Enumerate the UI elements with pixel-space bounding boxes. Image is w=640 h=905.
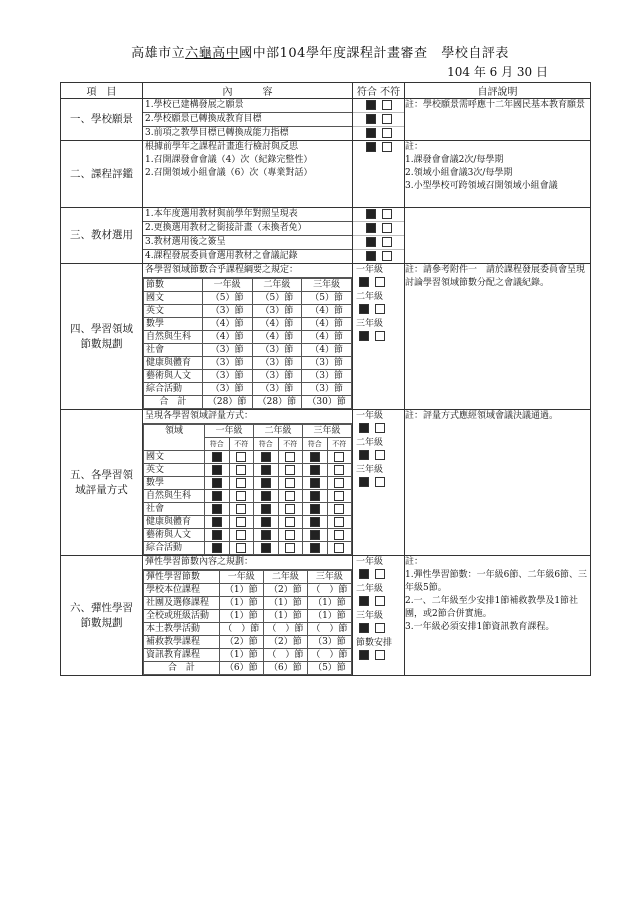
table-row (144, 503, 352, 516)
checkbox-checked[interactable] (261, 491, 271, 501)
cell: （3）節 (252, 357, 302, 370)
row-label: 社會 (144, 344, 203, 357)
checkbox-checked[interactable] (212, 543, 222, 553)
checkbox-checked[interactable] (359, 423, 369, 433)
checkbox-empty[interactable] (285, 530, 295, 540)
checkbox-empty[interactable] (334, 465, 344, 475)
cell: （ ）節 (263, 649, 307, 662)
cell: （ ）節 (263, 623, 307, 636)
header-desc: 自評說明 (405, 83, 591, 99)
col-header: 二年級 (263, 571, 307, 584)
section-checks (353, 410, 405, 556)
cell: （28）節 (202, 396, 252, 409)
row-label: 健康與體育 (144, 516, 205, 529)
checkbox-empty[interactable] (375, 423, 385, 433)
table-row (144, 292, 352, 305)
checkbox-checked[interactable] (212, 465, 222, 475)
checkbox-empty[interactable] (382, 114, 392, 124)
sub-header: 符合 (254, 438, 279, 451)
section-heading: 各學習領域節數合乎課程綱要之規定： (143, 264, 352, 278)
section-name: 三、教材選用 (61, 208, 143, 264)
cell: （4）節 (302, 331, 352, 344)
content-line: 4.課程發展委員會選用教材之會議記錄 (145, 251, 298, 261)
header-fail: 不符 (380, 87, 401, 98)
review-table (60, 82, 591, 676)
cell: （1）節 (307, 610, 351, 623)
checkbox-checked[interactable] (310, 517, 320, 527)
cell: （3）節 (302, 370, 352, 383)
section-content (143, 410, 353, 556)
cell: （4）節 (202, 331, 252, 344)
checkbox-checked[interactable] (310, 452, 320, 462)
section-name: 五、各學習領域評量方式 (61, 410, 143, 556)
checkbox-checked[interactable] (366, 142, 376, 152)
table-row (144, 370, 352, 383)
checkbox-checked[interactable] (212, 530, 222, 540)
checkbox-checked[interactable] (366, 223, 376, 233)
checkbox-empty[interactable] (382, 237, 392, 247)
row-label: 綜合活動 (144, 383, 203, 396)
table-row (144, 623, 352, 636)
cell: （4）節 (302, 318, 352, 331)
header-pass: 符合 (356, 87, 377, 98)
col-header: 三年級 (307, 571, 351, 584)
checkbox-empty[interactable] (382, 251, 392, 261)
section-name: 二、課程評鑑 (61, 141, 143, 208)
cell: （1）節 (219, 610, 263, 623)
table-row-total (144, 662, 352, 675)
row-label: 國文 (144, 292, 203, 305)
checkbox-empty[interactable] (334, 517, 344, 527)
note-line: 2.領域小組會議3次/每學期 (405, 168, 513, 178)
sub-header: 不符 (327, 438, 352, 451)
periods-table (143, 278, 352, 409)
section-note-empty (405, 208, 591, 264)
table-row (144, 636, 352, 649)
grade-label: 三年級 (356, 465, 384, 475)
cell: （ ）節 (307, 649, 351, 662)
checkbox-checked[interactable] (261, 530, 271, 540)
cell: （5）節 (202, 292, 252, 305)
cell: （4）節 (252, 331, 302, 344)
section-note: 註：學校願景需呼應十二年國民基本教育願景 (405, 99, 591, 141)
content-line: 1.召開課發會會議（4）次（紀錄完整性） (145, 155, 313, 165)
section-name: 六、彈性學習節數規劃 (61, 556, 143, 676)
section-checks (353, 99, 405, 141)
section-content (143, 264, 353, 410)
checkbox-empty[interactable] (382, 100, 392, 110)
cell: （1）節 (307, 597, 351, 610)
checkbox-checked[interactable] (261, 452, 271, 462)
col-header: 一年級 (202, 279, 252, 292)
checkbox-checked[interactable] (366, 100, 376, 110)
checkbox-empty[interactable] (285, 517, 295, 527)
cell: （28）節 (252, 396, 302, 409)
note-line: 3.小型學校可跨領域召開領域小組會議 (405, 181, 558, 191)
checkbox-empty[interactable] (236, 452, 246, 462)
cell: （5）節 (307, 662, 351, 675)
cell: （3）節 (202, 370, 252, 383)
grade-label: 一年級 (356, 411, 384, 421)
table-row (144, 305, 352, 318)
section-checks (353, 264, 405, 410)
note-line: 註： (405, 557, 424, 567)
check-row (353, 222, 404, 236)
cell: （1）節 (219, 597, 263, 610)
checkbox-checked[interactable] (359, 450, 369, 460)
checkbox-checked[interactable] (310, 491, 320, 501)
table-row (144, 357, 352, 370)
table-row (144, 490, 352, 503)
table-row (144, 331, 352, 344)
section-periods (61, 264, 591, 410)
cell: （ ）節 (307, 623, 351, 636)
grade-checks (353, 477, 404, 491)
row-label: 健康與體育 (144, 357, 203, 370)
checkbox-empty[interactable] (375, 331, 385, 341)
cell: （3）節 (202, 305, 252, 318)
section-heading: 彈性學習節數內容之規劃： (143, 556, 352, 570)
checkbox-checked[interactable] (359, 277, 369, 287)
grade-label: 二年級 (356, 584, 384, 594)
section-flexible (61, 556, 591, 676)
cell: （1）節 (263, 597, 307, 610)
checkbox-empty[interactable] (285, 478, 295, 488)
cell: （4）節 (202, 318, 252, 331)
sub-header: 不符 (278, 438, 303, 451)
table-row (144, 584, 352, 597)
checkbox-checked[interactable] (310, 465, 320, 475)
cell: （30）節 (302, 396, 352, 409)
grade-label: 節數安排 (356, 638, 393, 648)
title-school: 六龜高中 (185, 46, 240, 61)
checkbox-checked[interactable] (310, 543, 320, 553)
section-note: 註：請參考附件一 請於課程發展委員會呈現討論學習領域節數分配之會議紀錄。 (405, 264, 591, 410)
table-row (144, 597, 352, 610)
check-row (353, 208, 404, 222)
cell: （ ）節 (307, 584, 351, 597)
section-name: 四、學習領域節數規劃 (61, 264, 143, 410)
sub-header: 符合 (205, 438, 230, 451)
cell: （2）節 (263, 584, 307, 597)
checkbox-checked[interactable] (212, 478, 222, 488)
row-label: 社團及選修課程 (144, 597, 220, 610)
checkbox-empty[interactable] (382, 223, 392, 233)
section-materials (61, 208, 591, 264)
section-checks (353, 556, 405, 676)
row-label: 合 計 (144, 396, 203, 409)
checkbox-empty[interactable] (382, 142, 392, 152)
checkbox-checked[interactable] (359, 596, 369, 606)
note-line: 1.彈性學習節數：一年級6節、二年級6節、三年級5節。 (405, 570, 588, 593)
header-row (61, 83, 591, 99)
col-header: 三年級 (302, 279, 352, 292)
checkbox-empty[interactable] (375, 623, 385, 633)
grade-checks (353, 304, 404, 318)
cell: （1）節 (219, 584, 263, 597)
checkbox-checked[interactable] (310, 504, 320, 514)
grade-checks (353, 331, 404, 345)
table-row (144, 464, 352, 477)
checkbox-empty[interactable] (375, 304, 385, 314)
cell: （3）節 (252, 370, 302, 383)
row-label: 資訊教育課程 (144, 649, 220, 662)
row-label: 本土教學活動 (144, 623, 220, 636)
checkbox-empty[interactable] (236, 517, 246, 527)
col-header: 一年級 (205, 425, 254, 438)
checkbox-empty[interactable] (334, 504, 344, 514)
section-content (143, 99, 353, 141)
grade-checks (353, 596, 404, 610)
section-assessment (61, 410, 591, 556)
section-checks (353, 141, 405, 208)
checkbox-empty[interactable] (334, 543, 344, 553)
table-row (144, 649, 352, 662)
check-row (353, 141, 404, 154)
checkbox-checked[interactable] (261, 504, 271, 514)
assessment-table (143, 424, 352, 555)
cell: （5）節 (252, 292, 302, 305)
grade-checks (353, 450, 404, 464)
section-note (405, 556, 591, 676)
checkbox-checked[interactable] (366, 209, 376, 219)
table-row (144, 610, 352, 623)
table-row (144, 383, 352, 396)
row-label: 社會 (144, 503, 205, 516)
cell: （2）節 (219, 636, 263, 649)
grade-checks (353, 569, 404, 583)
checkbox-empty[interactable] (236, 543, 246, 553)
cell: （1）節 (219, 649, 263, 662)
section-evaluation (61, 141, 591, 208)
checkbox-checked[interactable] (261, 517, 271, 527)
check-row (353, 236, 404, 250)
row-label: 國文 (144, 451, 205, 464)
cell: （3）節 (302, 357, 352, 370)
table-row (144, 542, 352, 555)
grade-label: 一年級 (356, 265, 384, 275)
row-label: 自然與生科 (144, 331, 203, 344)
checkbox-empty[interactable] (375, 650, 385, 660)
row-label: 英文 (144, 464, 205, 477)
checkbox-checked[interactable] (212, 452, 222, 462)
grade-checks (353, 650, 404, 664)
checkbox-empty[interactable] (334, 478, 344, 488)
row-label: 數學 (144, 318, 203, 331)
section-heading: 呈現各學習領域評量方式： (143, 410, 352, 424)
cell: （ ）節 (219, 623, 263, 636)
checkbox-checked[interactable] (310, 530, 320, 540)
cell: （3）節 (202, 383, 252, 396)
col-header: 節數 (144, 279, 203, 292)
cell: （2）節 (263, 636, 307, 649)
checkbox-checked[interactable] (359, 331, 369, 341)
col-header: 二年級 (252, 279, 302, 292)
checkbox-empty[interactable] (285, 491, 295, 501)
checkbox-checked[interactable] (359, 569, 369, 579)
grade-label: 二年級 (356, 438, 384, 448)
row-label: 自然與生科 (144, 490, 205, 503)
checkbox-checked[interactable] (359, 623, 369, 633)
checkbox-checked[interactable] (261, 543, 271, 553)
checkbox-checked[interactable] (366, 237, 376, 247)
checkbox-empty[interactable] (285, 465, 295, 475)
section-content (143, 556, 353, 676)
header-content: 內 容 (143, 83, 353, 99)
checkbox-checked[interactable] (366, 128, 376, 138)
checkbox-empty[interactable] (285, 543, 295, 553)
cell: （1）節 (263, 610, 307, 623)
checkbox-empty[interactable] (236, 478, 246, 488)
section-note (405, 141, 591, 208)
header-item: 項 目 (61, 83, 143, 99)
row-label: 綜合活動 (144, 542, 205, 555)
title-city: 高雄市立 (131, 46, 186, 61)
grade-checks (353, 423, 404, 437)
title-form: 學校自評表 (441, 46, 509, 61)
section-name: 一、學校願景 (61, 99, 143, 141)
header-check (353, 83, 405, 99)
grade-label: 一年級 (356, 557, 384, 567)
grade-label: 三年級 (356, 319, 384, 329)
check-row (353, 250, 404, 263)
row-label: 補救教學課程 (144, 636, 220, 649)
table-row (144, 529, 352, 542)
table-row-total (144, 396, 352, 409)
checkbox-empty[interactable] (285, 452, 295, 462)
checkbox-checked[interactable] (310, 478, 320, 488)
cell: （3）節 (202, 344, 252, 357)
checkbox-empty[interactable] (375, 477, 385, 487)
checkbox-checked[interactable] (359, 477, 369, 487)
row-label: 學校本位課程 (144, 584, 220, 597)
content-line: 3.教材選用後之簽呈 (143, 236, 352, 250)
note-line: 3.一年級必須安排1節資訊教育課程。 (405, 622, 555, 632)
row-label: 藝術與人文 (144, 370, 203, 383)
checkbox-empty[interactable] (236, 491, 246, 501)
section-content (143, 141, 353, 208)
row-label: 藝術與人文 (144, 529, 205, 542)
row-label: 合 計 (144, 662, 220, 675)
checkbox-checked[interactable] (366, 114, 376, 124)
checkbox-checked[interactable] (212, 491, 222, 501)
cell: （3）節 (302, 383, 352, 396)
content-line: 2.召開領域小組會議（6）次（專業對話） (145, 168, 313, 178)
grade-checks (353, 623, 404, 637)
content-line: 2.學校願景已轉換成教育目標 (143, 113, 352, 127)
cell: （3）節 (307, 636, 351, 649)
col-header: 三年級 (303, 425, 352, 438)
note-line: 註： (405, 142, 424, 152)
checkbox-checked[interactable] (359, 304, 369, 314)
content-line: 1.學校已建構發展之願景 (143, 99, 352, 113)
col-header: 一年級 (219, 571, 263, 584)
checkbox-checked[interactable] (261, 478, 271, 488)
content-line: 1.本年度選用教材與前學年對照呈現表 (143, 208, 352, 222)
table-row (144, 451, 352, 464)
cell: （4）節 (302, 305, 352, 318)
row-label: 英文 (144, 305, 203, 318)
sub-header: 不符 (229, 438, 254, 451)
flexible-table (143, 570, 352, 675)
table-row (144, 477, 352, 490)
cell: （3）節 (252, 383, 302, 396)
table-row (144, 516, 352, 529)
note-line: 2.一、二年級至少安排1節補救教學及1節社團，或2節合併實施。 (405, 596, 579, 619)
table-row (144, 318, 352, 331)
checkbox-empty[interactable] (375, 596, 385, 606)
grade-label: 二年級 (356, 292, 384, 302)
content-line: 根據前學年之課程計畫進行檢討與反思 (145, 142, 299, 152)
sub-header: 符合 (303, 438, 328, 451)
col-header: 二年級 (254, 425, 303, 438)
checkbox-empty[interactable] (334, 530, 344, 540)
checkbox-empty[interactable] (236, 504, 246, 514)
checkbox-empty[interactable] (375, 450, 385, 460)
cell: （6）節 (219, 662, 263, 675)
checkbox-empty[interactable] (236, 465, 246, 475)
checkbox-empty[interactable] (334, 452, 344, 462)
checkbox-empty[interactable] (236, 530, 246, 540)
check-row (353, 127, 404, 140)
checkbox-checked[interactable] (366, 251, 376, 261)
checkbox-checked[interactable] (212, 517, 222, 527)
checkbox-checked[interactable] (359, 650, 369, 660)
page-title (0, 42, 640, 61)
section-checks (353, 208, 405, 264)
content-line: 3.前項之教學目標已轉換成能力指標 (145, 128, 289, 138)
cell: （3）節 (252, 344, 302, 357)
title-main: 國中部104學年度課程計畫審查 (239, 46, 428, 61)
cell: （3）節 (252, 305, 302, 318)
content-line: 2.更換選用教材之銜接計畫（未換者免） (143, 222, 352, 236)
grade-label: 三年級 (356, 611, 384, 621)
checkbox-empty[interactable] (285, 504, 295, 514)
note-line: 1.課發會會議2次/每學期 (405, 155, 504, 165)
section-vision (61, 99, 591, 141)
cell: （4）節 (302, 344, 352, 357)
checkbox-checked[interactable] (261, 465, 271, 475)
check-row (353, 99, 404, 113)
checkbox-empty[interactable] (382, 209, 392, 219)
row-label: 數學 (144, 477, 205, 490)
col-header: 領域 (144, 425, 205, 451)
cell: （6）節 (263, 662, 307, 675)
table-row (144, 344, 352, 357)
col-header: 彈性學習節數 (144, 571, 220, 584)
section-content (143, 208, 353, 264)
section-note: 註：評量方式應經領域會議決議通過。 (405, 410, 591, 556)
checkbox-empty[interactable] (382, 128, 392, 138)
checkbox-empty[interactable] (375, 277, 385, 287)
checkbox-empty[interactable] (334, 491, 344, 501)
cell: （3）節 (202, 357, 252, 370)
form-date: 104 年 6 月 30 日 (447, 65, 548, 79)
checkbox-checked[interactable] (212, 504, 222, 514)
cell: （5）節 (302, 292, 352, 305)
row-label: 全校或班級活動 (144, 610, 220, 623)
grade-checks (353, 277, 404, 291)
cell: （4）節 (252, 318, 302, 331)
check-row (353, 113, 404, 127)
checkbox-empty[interactable] (375, 569, 385, 579)
